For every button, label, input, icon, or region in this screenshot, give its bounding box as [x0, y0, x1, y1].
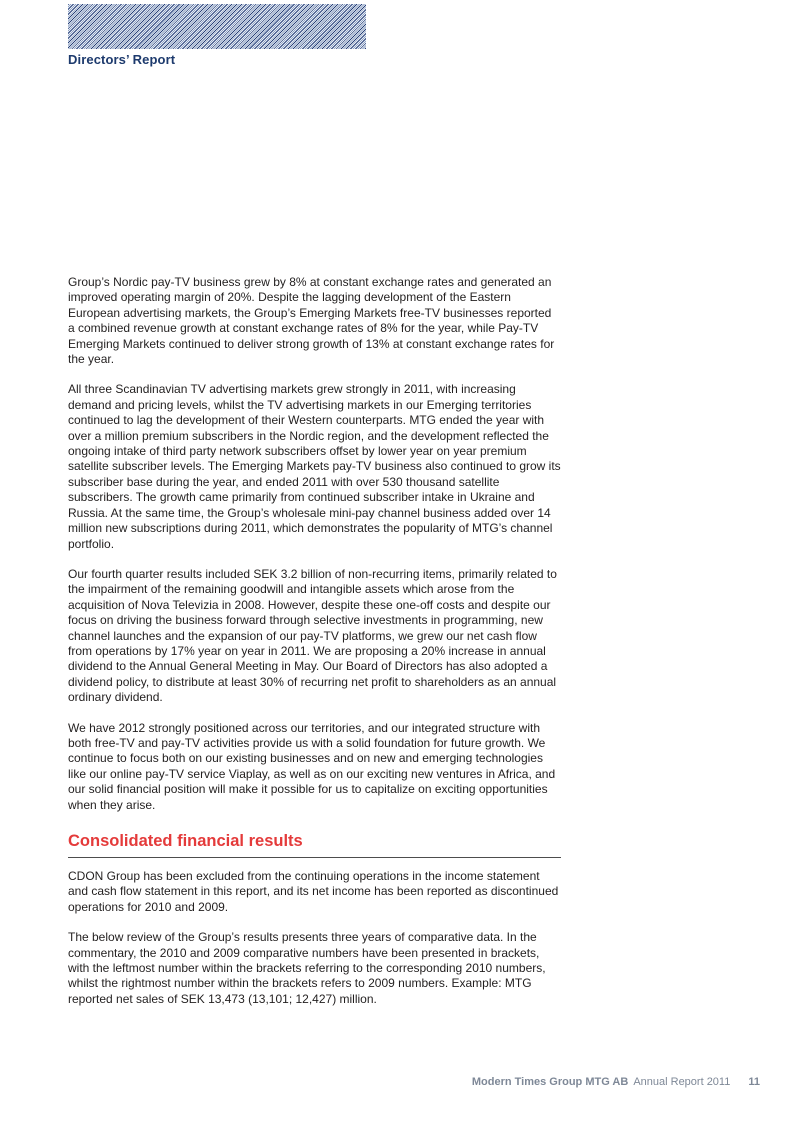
- body-paragraph: All three Scandinavian TV advertising markets grew strongly in 2011, with increasing demand and pricing levels, whilst the TV advertising markets in our Emerging territories continued to lag the development of their Western counterparts. MTG ended the year with over a million premium subscribers in the Nordic region, and the development reflected the ongoing intake of third party network subscribers offset by lower year on year premium satellite subscriber levels. The Emerging Markets pay-TV business also continued to grow its subscriber base during the year, and ended 2011 with over 530 thousand satellite subscribers. The growth came primarily from continued subscriber intake in Ukraine and Russia. At the same time, the Group’s wholesale mini-pay channel business added over 14 million new subscriptions during 2011, which demonstrates the popularity of MTG’s channel portfolio.: [68, 382, 561, 551]
- heading-rule-divider: [68, 857, 561, 858]
- body-paragraph: CDON Group has been excluded from the continuing operations in the income statement and cash flow statement in this report, and its net income has been reported as discontinued operations for 2010 and 2009.: [68, 869, 559, 914]
- section-heading: Consolidated financial results: [68, 832, 303, 850]
- footer-page-number: 11: [748, 1076, 760, 1088]
- body-paragraph: We have 2012 strongly positioned across our territories, and our integrated structure with both free-TV and pay-TV activities provide us with a solid foundation for future growth. We continue to focus both on our existing businesses and on new and emerging technologies like our online pay-TV service Viaplay, as well as on our exciting new ventures in Africa, and our solid financial position will make it possible for us to capitalize on exciting opportunities when they arise.: [68, 720, 556, 812]
- section-label: Directors’ Report: [68, 52, 176, 67]
- hatch-pattern-banner: [68, 4, 366, 49]
- footer-report-title: Annual Report 2011: [633, 1076, 731, 1088]
- page-footer: [472, 1076, 760, 1088]
- body-paragraph: The below review of the Group’s results presents three years of comparative data. In the commentary, the 2010 and 2009 comparative numbers have been presented in brackets, with the leftmost number within the brackets referring to the corresponding 2010 numbers, whilst the rightmost number within the brackets refers to 2009 numbers. Example: MTG reported net sales of SEK 13,473 (13,101; 12,427) million.: [68, 930, 546, 1006]
- footer-company-name: Modern Times Group MTG AB: [471, 1076, 629, 1088]
- body-paragraph: Our fourth quarter results included SEK 3.2 billion of non-recurring items, primarily related to the impairment of the remaining goodwill and intangible assets which arose from the acquisition of Nova Televizia in 2008. However, despite these one-off costs and despite our focus on driving the business forward through selective investments in programming, new channel launches and the expansion of our pay-TV platforms, we grew our net cash flow from operations by 17% year on year in 2011. We are proposing a 20% increase in annual dividend to the Annual General Meeting in May. Our Board of Directors has also adopted a dividend policy, to distribute at least 30% of recurring net profit to shareholders as an annual ordinary dividend.: [68, 566, 557, 705]
- body-paragraph: Group’s Nordic pay-TV business grew by 8% at constant exchange rates and generated an improved operating margin of 20%. Despite the lagging development of the Eastern European advertising markets, the Group’s Emerging Markets free-TV businesses reported a combined revenue growth at constant exchange rates of 8% for the year, while Pay-TV Emerging Markets continued to deliver strong growth of 13% at constant exchange rates for the year.: [68, 275, 555, 367]
- text-column: [68, 275, 561, 1022]
